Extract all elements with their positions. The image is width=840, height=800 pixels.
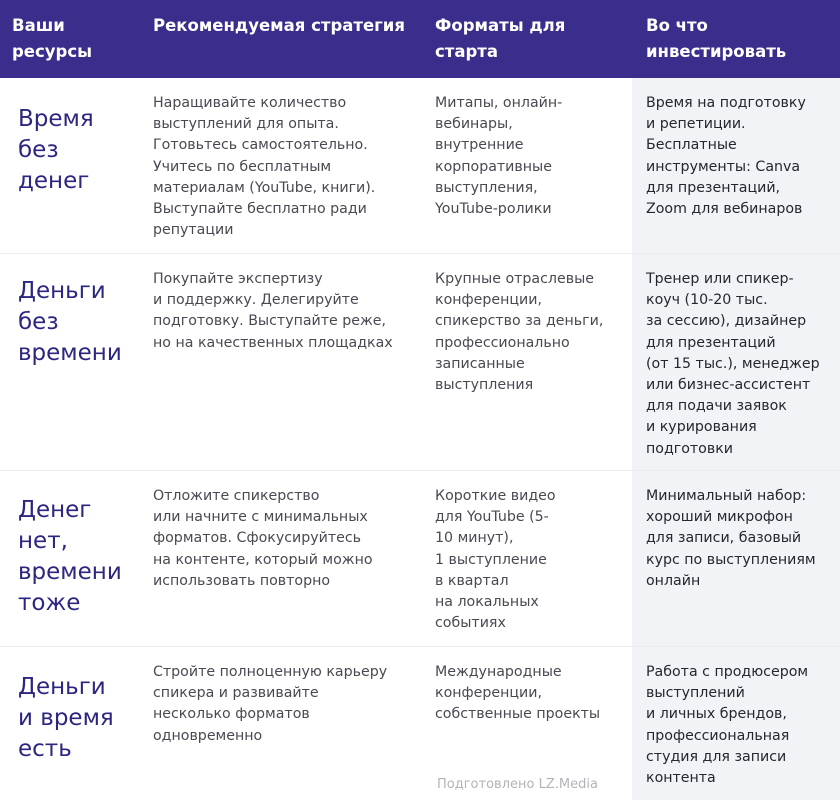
- table-row: [0, 78, 840, 254]
- formats-cell: Международные конференции, собственные проекты: [435, 664, 601, 723]
- resource-label: Денег нет, времени тоже: [18, 497, 122, 616]
- strategy-cell: Покупайте экспертизу и поддержку. Делегируйте подготовку. Выступайте реже, но на качественных площадках: [153, 271, 393, 351]
- resource-label: Время без денег: [18, 106, 94, 194]
- header-strategy: Рекомендуемая стратегия: [153, 16, 405, 35]
- header-invest: Во что инвестировать: [646, 16, 787, 61]
- table-header: [0, 0, 840, 78]
- strategy-cell: Стройте полноценную карьеру спикера и развивайте несколько форматов одновременно: [153, 664, 388, 744]
- invest-cell: Минимальный набор: хороший микрофон для записи, базовый курс по выступлениям онлайн: [646, 488, 816, 589]
- header-resources: Ваши ресурсы: [12, 16, 93, 61]
- strategy-cell: Наращивайте количество выступлений для опыта. Готовьтесь самостоятельно. Учитесь по бесплатным материалам (YouTube, книги). Выступайте бесплатно ради репутации: [153, 95, 376, 239]
- strategy-cell: Отложите спикерство или начните с минимальных форматов. Сфокусируйтесь на контенте, который можно использовать повторно: [153, 488, 373, 589]
- header-formats: Форматы для старта: [435, 16, 566, 61]
- table-row: [0, 647, 840, 800]
- formats-cell: Крупные отраслевые конференции, спикерство за деньги, профессионально записанные выступления: [435, 271, 604, 394]
- resource-label: Деньги и время есть: [18, 674, 114, 762]
- table-row: [0, 254, 840, 471]
- invest-cell: Тренер или спикер- коуч (10-20 тыс. за сессию), дизайнер для презентаций (от 15 тыс.), менеджер или бизнес-ассистент для подачи заявок и курирования подготовки: [646, 271, 820, 457]
- resource-label: Деньги без времени: [18, 278, 122, 366]
- formats-cell: Митапы, онлайн- вебинары, внутренние корпоративные выступления, YouTube-ролики: [435, 95, 563, 218]
- invest-cell: Работа с продюсером выступлений и личных брендов, профессиональная студия для записи контента: [646, 664, 809, 787]
- formats-cell: Короткие видео для YouTube (5- 10 минут), 1 выступление в квартал на локальных событиях: [435, 488, 556, 632]
- invest-cell: Время на подготовку и репетиции. Бесплатные инструменты: Canva для презентаций, Zoom для вебинаров: [646, 95, 806, 218]
- table-row: [0, 471, 840, 647]
- credit-note: Подготовлено LZ.Media: [437, 777, 598, 792]
